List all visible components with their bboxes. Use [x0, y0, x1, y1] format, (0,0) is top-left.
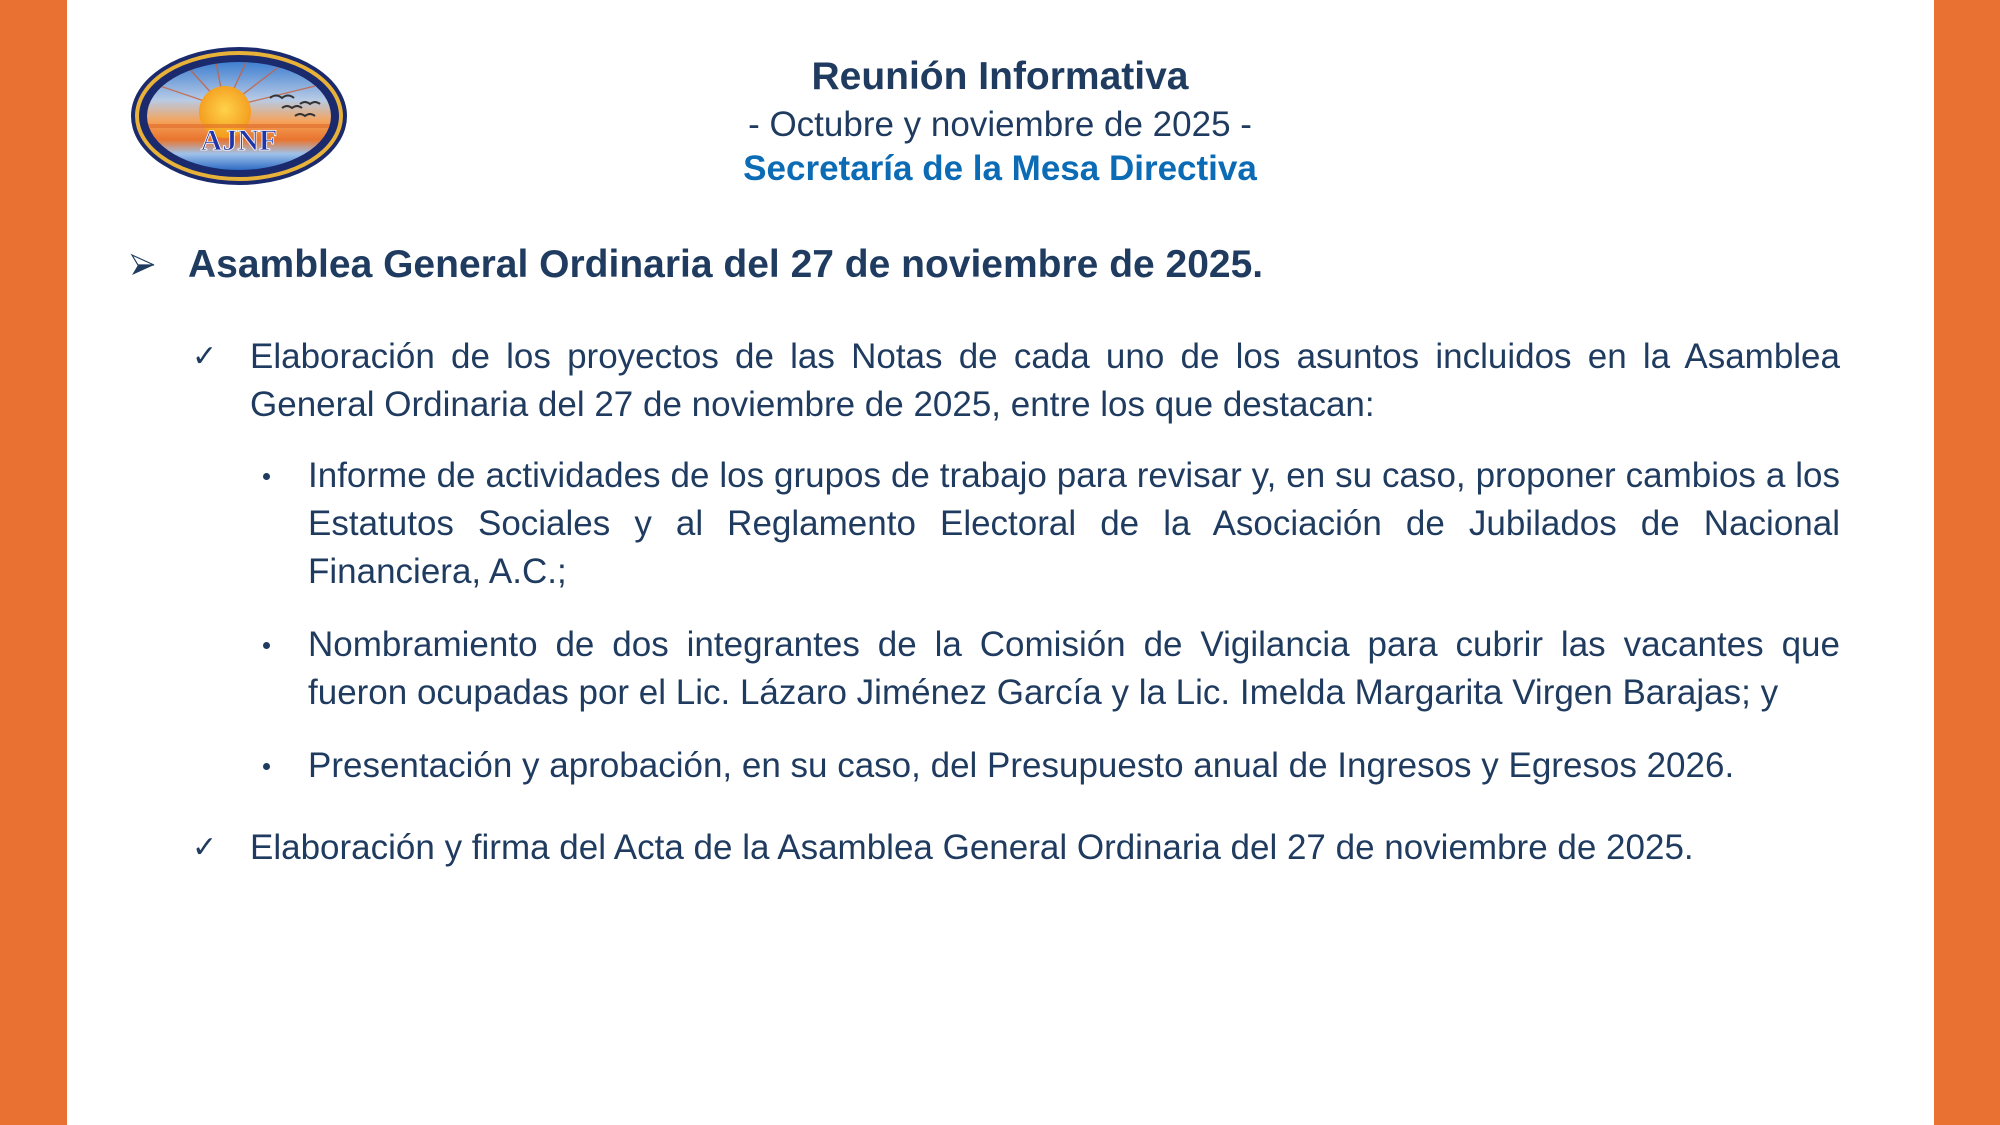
check-icon: ✓ [192, 340, 218, 373]
check-list-item [130, 333, 1840, 429]
sub-bullet-list [130, 452, 1840, 790]
slide-subtitle-period: - Octubre y noviembre de 2025 - [748, 105, 1252, 144]
section-heading-text: Asamblea General Ordinaria del 27 de noviembre de 2025. [188, 243, 1264, 286]
ajnf-logo [130, 46, 348, 186]
ajnf-logo-emblem-icon [130, 46, 348, 186]
sub-bullet-text: Presentación y aprobación, en su caso, del Presupuesto anual de Ingresos y Egresos 2026. [308, 746, 1735, 785]
check-list-item [130, 824, 1840, 872]
left-orange-frame-bar [0, 0, 67, 1125]
sub-bullet-item [130, 621, 1840, 717]
bullet-dot-icon [263, 763, 270, 770]
sub-bullet-text: Informe de actividades de los grupos de trabajo para revisar y, en su caso, proponer cambios a los Estatutos Sociales y al Reglamento Electoral de la Asociación de Jubilados de Nacional Financiera, A.C.; [308, 456, 1840, 591]
slide-department: Secretaría de la Mesa Directiva [743, 149, 1257, 188]
bullet-dot-icon [263, 473, 270, 480]
bullet-dot-icon [263, 642, 270, 649]
check-item-text: Elaboración y firma del Acta de la Asamblea General Ordinaria del 27 de noviembre de 2025. [250, 828, 1694, 867]
check-icon: ✓ [192, 831, 218, 864]
right-orange-frame-bar [1934, 0, 2000, 1125]
sub-bullet-item [130, 742, 1840, 790]
arrow-bullet-icon [130, 253, 188, 277]
sub-bullet-text: Nombramiento de dos integrantes de la Comisión de Vigilancia para cubrir las vacantes que fueron ocupadas por el Lic. Lázaro Jiménez García y la Lic. Imelda Margarita Virgen Barajas; y [308, 625, 1840, 712]
svg-text:AJNF: AJNF [200, 124, 278, 157]
assembly-section [130, 240, 1840, 872]
slide-header [600, 50, 1400, 192]
slide-title: Reunión Informativa [811, 55, 1189, 98]
section-heading [130, 240, 1840, 290]
sub-bullet-item [130, 452, 1840, 596]
check-item-text: Elaboración de los proyectos de las Notas de cada uno de los asuntos incluidos en la Asamblea General Ordinaria del 27 de noviembre de 2025, entre los que destacan: [250, 337, 1840, 424]
